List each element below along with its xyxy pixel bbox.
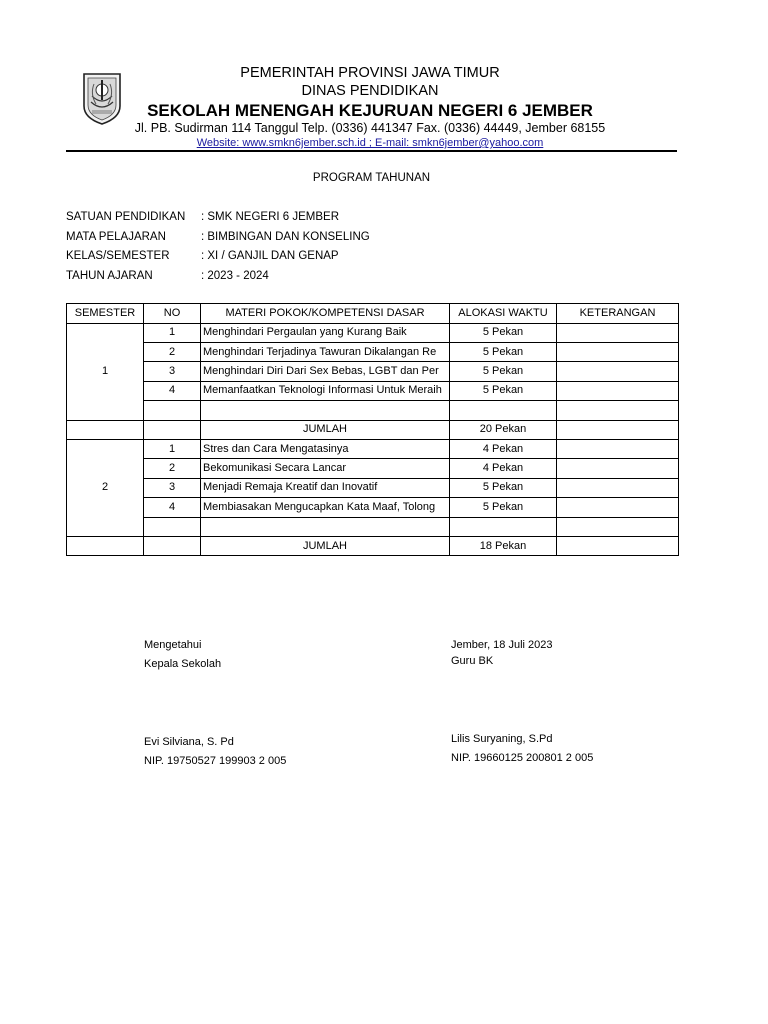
empty-cell bbox=[201, 517, 450, 536]
empty-cell bbox=[557, 536, 679, 555]
row-keterangan bbox=[557, 498, 679, 517]
document-title: PROGRAM TAHUNAN bbox=[312, 172, 431, 184]
total-row bbox=[67, 536, 679, 555]
left-signature-nip: NIP. 19750527 199903 2 005 bbox=[144, 755, 287, 767]
empty-row bbox=[67, 401, 679, 420]
info-label-class: KELAS/SEMESTER bbox=[66, 250, 170, 262]
row-keterangan bbox=[557, 478, 679, 497]
right-signature-role: Guru BK bbox=[451, 655, 494, 667]
empty-cell bbox=[201, 401, 450, 420]
empty-cell bbox=[67, 420, 144, 439]
row-alokasi: 4 Pekan bbox=[450, 439, 557, 458]
row-materi: Bekomunikasi Secara Lancar bbox=[201, 459, 450, 478]
row-no: 4 bbox=[144, 498, 201, 517]
table-row bbox=[67, 381, 679, 400]
row-no: 2 bbox=[144, 342, 201, 361]
info-label-year: TAHUN AJARAN bbox=[66, 270, 153, 282]
table-row bbox=[67, 478, 679, 497]
row-alokasi: 5 Pekan bbox=[450, 342, 557, 361]
header-no: NO bbox=[144, 304, 201, 324]
row-alokasi: 5 Pekan bbox=[450, 362, 557, 381]
left-signature-role: Kepala Sekolah bbox=[144, 658, 222, 670]
info-value-subject: : BIMBINGAN DAN KONSELING bbox=[201, 231, 370, 243]
empty-cell bbox=[144, 517, 201, 536]
row-alokasi: 5 Pekan bbox=[450, 381, 557, 400]
table-header-row bbox=[67, 304, 679, 324]
info-label-subject: MATA PELAJARAN bbox=[66, 231, 166, 243]
row-materi: Menghindari Diri Dari Sex Bebas, LGBT dan Per bbox=[201, 362, 450, 381]
row-materi: Membiasakan Mengucapkan Kata Maaf, Tolong bbox=[201, 498, 450, 517]
header-agency-line: DINAS PENDIDIKAN bbox=[301, 83, 439, 99]
row-keterangan bbox=[557, 323, 679, 342]
right-signature-name: Lilis Suryaning, S.Pd bbox=[451, 733, 553, 745]
empty-cell bbox=[557, 401, 679, 420]
empty-cell bbox=[557, 420, 679, 439]
table-row bbox=[67, 498, 679, 517]
row-materi: Menghindari Terjadinya Tawuran Dikalangan Re bbox=[201, 342, 450, 361]
header-materi: MATERI POKOK/KOMPETENSI DASAR bbox=[201, 304, 450, 324]
info-value-year: : 2023 - 2024 bbox=[201, 270, 269, 282]
program-table bbox=[66, 303, 679, 556]
row-alokasi: 4 Pekan bbox=[450, 459, 557, 478]
row-materi: Menghindari Pergaulan yang Kurang Baik bbox=[201, 323, 450, 342]
row-alokasi: 5 Pekan bbox=[450, 478, 557, 497]
row-keterangan bbox=[557, 381, 679, 400]
empty-cell bbox=[557, 517, 679, 536]
empty-cell bbox=[450, 401, 557, 420]
header-school-name: SEKOLAH MENENGAH KEJURUAN NEGERI 6 JEMBER bbox=[147, 101, 593, 120]
row-keterangan bbox=[557, 459, 679, 478]
semester-2-cell: 2 bbox=[67, 439, 144, 536]
info-value-class: : XI / GANJIL DAN GENAP bbox=[201, 250, 339, 262]
total-label: JUMLAH bbox=[201, 420, 450, 439]
row-materi: Menjadi Remaja Kreatif dan Inovatif bbox=[201, 478, 450, 497]
row-keterangan bbox=[557, 439, 679, 458]
table-row bbox=[67, 459, 679, 478]
total-label: JUMLAH bbox=[201, 536, 450, 555]
row-no: 3 bbox=[144, 362, 201, 381]
row-keterangan bbox=[557, 342, 679, 361]
row-no: 3 bbox=[144, 478, 201, 497]
row-alokasi: 5 Pekan bbox=[450, 498, 557, 517]
semester-1-cell: 1 bbox=[67, 323, 144, 420]
row-no: 1 bbox=[144, 439, 201, 458]
header-semester: SEMESTER bbox=[67, 304, 144, 324]
row-materi: Stres dan Cara Mengatasinya bbox=[201, 439, 450, 458]
table-row bbox=[67, 323, 679, 342]
east-java-province-crest-icon bbox=[78, 70, 126, 126]
empty-cell bbox=[450, 517, 557, 536]
header-alokasi: ALOKASI WAKTU bbox=[450, 304, 557, 324]
empty-cell bbox=[144, 420, 201, 439]
header-address: Jl. PB. Sudirman 114 Tanggul Telp. (0336) 441347 Fax. (0336) 44449, Jember 68155 bbox=[134, 121, 606, 135]
empty-cell bbox=[144, 536, 201, 555]
left-signature-name: Evi Silviana, S. Pd bbox=[144, 736, 234, 748]
table-row bbox=[67, 342, 679, 361]
row-no: 4 bbox=[144, 381, 201, 400]
header-government-line: PEMERINTAH PROVINSI JAWA TIMUR bbox=[240, 65, 500, 81]
left-signature-acknowledged: Mengetahui bbox=[144, 639, 202, 651]
right-signature-date: Jember, 18 Juli 2023 bbox=[451, 639, 553, 651]
header-contact-link[interactable]: Website: www.smkn6jember.sch.id ; E-mail: smkn6jember@yahoo.com bbox=[196, 137, 544, 149]
row-no: 1 bbox=[144, 323, 201, 342]
table-row bbox=[67, 362, 679, 381]
total-row bbox=[67, 420, 679, 439]
info-label-unit: SATUAN PENDIDIKAN bbox=[66, 211, 186, 223]
info-value-unit: : SMK NEGERI 6 JEMBER bbox=[201, 211, 340, 223]
row-alokasi: 5 Pekan bbox=[450, 323, 557, 342]
empty-cell bbox=[67, 536, 144, 555]
row-materi: Memanfaatkan Teknologi Informasi Untuk Meraih bbox=[201, 381, 450, 400]
total-value: 20 Pekan bbox=[450, 420, 557, 439]
letterhead-divider bbox=[66, 150, 677, 152]
table-row bbox=[67, 439, 679, 458]
row-keterangan bbox=[557, 362, 679, 381]
row-no: 2 bbox=[144, 459, 201, 478]
empty-cell bbox=[144, 401, 201, 420]
empty-row bbox=[67, 517, 679, 536]
total-value: 18 Pekan bbox=[450, 536, 557, 555]
right-signature-nip: NIP. 19660125 200801 2 005 bbox=[451, 752, 594, 764]
header-keterangan: KETERANGAN bbox=[557, 304, 679, 324]
